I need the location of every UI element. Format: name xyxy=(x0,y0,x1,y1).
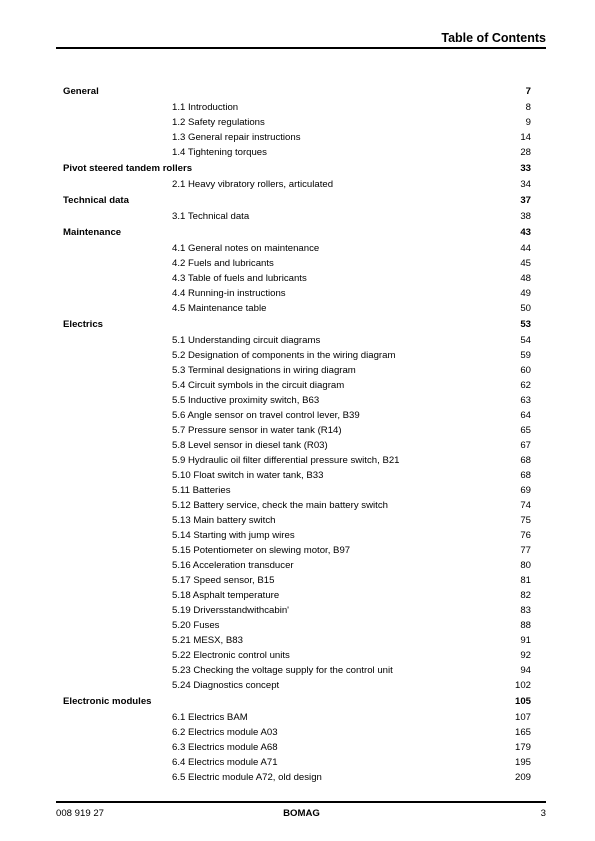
toc-entry-title: 5.19 Driversstandwithcabin' xyxy=(172,605,290,616)
toc-chapter[interactable] xyxy=(0,693,595,710)
toc-entry-page: 107 xyxy=(514,712,531,723)
toc-entry-page: 33 xyxy=(520,163,531,174)
toc-entry-page: 65 xyxy=(520,425,531,436)
toc-entry[interactable] xyxy=(0,528,595,543)
toc-entry-page: 34 xyxy=(520,179,531,190)
toc-entry[interactable] xyxy=(0,256,595,271)
toc-entry[interactable] xyxy=(0,663,595,678)
toc-entry-page: 14 xyxy=(520,132,531,143)
toc-entry-title: 6.4 Electrics module A71 xyxy=(172,757,278,768)
footer-brand: BOMAG xyxy=(283,808,320,819)
toc-entry-title: 5.7 Pressure sensor in water tank (R14) xyxy=(172,425,342,436)
toc-entry[interactable] xyxy=(0,710,595,725)
toc-entry[interactable] xyxy=(0,408,595,423)
toc-chapter[interactable] xyxy=(0,192,595,209)
toc-entry[interactable] xyxy=(0,498,595,513)
toc-entry-title: 5.22 Electronic control units xyxy=(172,650,290,661)
toc-entry-title: 5.17 Speed sensor, B15 xyxy=(172,575,275,586)
toc-entry-page: 8 xyxy=(525,102,531,113)
toc-entry-title: 6.5 Electric module A72, old design xyxy=(172,772,322,783)
toc-entry[interactable] xyxy=(0,633,595,648)
toc-entry-title: General xyxy=(63,86,99,97)
toc-chapter[interactable] xyxy=(0,316,595,333)
toc-entry-title: 5.12 Battery service, check the main battery switch xyxy=(172,500,388,511)
toc-entry-title: 6.2 Electrics module A03 xyxy=(172,727,278,738)
toc-entry[interactable] xyxy=(0,209,595,224)
toc-entry-title: 5.15 Potentiometer on slewing motor, B97 xyxy=(172,545,351,556)
toc-entry-page: 49 xyxy=(520,288,531,299)
toc-entry-page: 179 xyxy=(514,742,531,753)
toc-entry-page: 28 xyxy=(520,147,531,158)
toc-entry-title: 1.2 Safety regulations xyxy=(172,117,265,128)
page-title: Table of Contents xyxy=(441,31,546,45)
toc-entry-title: 5.8 Level sensor in diesel tank (R03) xyxy=(172,440,328,451)
toc-entry-page: 68 xyxy=(520,455,531,466)
toc-entry[interactable] xyxy=(0,725,595,740)
toc-entry-page: 9 xyxy=(525,117,531,128)
toc-entry-title: 5.10 Float switch in water tank, B33 xyxy=(172,470,324,481)
toc-entry-title: 5.11 Batteries xyxy=(172,485,231,496)
toc-entry-title: Technical data xyxy=(63,195,129,206)
toc-entry-title: 5.3 Terminal designations in wiring diagram xyxy=(172,365,356,376)
toc-entry[interactable] xyxy=(0,301,595,316)
toc-entry[interactable] xyxy=(0,453,595,468)
toc-entry[interactable] xyxy=(0,271,595,286)
toc-entry-page: 60 xyxy=(520,365,531,376)
toc-entry-page: 92 xyxy=(520,650,531,661)
toc-entry[interactable] xyxy=(0,130,595,145)
toc-entry-page: 165 xyxy=(514,727,531,738)
toc-entry-title: 6.1 Electrics BAM xyxy=(172,712,248,723)
toc-entry-title: 5.6 Angle sensor on travel control lever, B39 xyxy=(172,410,360,421)
toc-chapter[interactable] xyxy=(0,83,595,100)
toc-entry-title: 5.9 Hydraulic oil filter differential pressure switch, B21 xyxy=(172,455,400,466)
toc-entry-page: 48 xyxy=(520,273,531,284)
toc-entry[interactable] xyxy=(0,115,595,130)
toc-entry-page: 45 xyxy=(520,258,531,269)
toc-entry[interactable] xyxy=(0,648,595,663)
toc-entry-title: Maintenance xyxy=(63,227,122,238)
toc-entry-title: 5.4 Circuit symbols in the circuit diagram xyxy=(172,380,345,391)
toc-entry[interactable] xyxy=(0,363,595,378)
toc-entry-page: 105 xyxy=(514,696,531,707)
toc-entry-title: 1.3 General repair instructions xyxy=(172,132,301,143)
toc-entry-title: 5.18 Asphalt temperature xyxy=(172,590,280,601)
toc-entry-title: 2.1 Heavy vibratory rollers, articulated xyxy=(172,179,334,190)
toc-entry-title: 5.21 MESX, B83 xyxy=(172,635,243,646)
toc-entry-title: 4.1 General notes on maintenance xyxy=(172,243,320,254)
toc-entry[interactable] xyxy=(0,348,595,363)
toc-entry[interactable] xyxy=(0,438,595,453)
toc-entry-page: 54 xyxy=(520,335,531,346)
toc-entry-title: 5.23 Checking the voltage supply for the control unit xyxy=(172,665,393,676)
toc-entry-page: 94 xyxy=(520,665,531,676)
toc-entry-title: 3.1 Technical data xyxy=(172,211,250,222)
toc-entry[interactable] xyxy=(0,378,595,393)
toc-entry-title: 5.14 Starting with jump wires xyxy=(172,530,295,541)
toc-entry[interactable] xyxy=(0,468,595,483)
toc-entry-page: 88 xyxy=(520,620,531,631)
toc-entry-page: 64 xyxy=(520,410,531,421)
toc-entry[interactable] xyxy=(0,618,595,633)
toc-entry[interactable] xyxy=(0,333,595,348)
toc-entry-page: 83 xyxy=(520,605,531,616)
toc-chapter[interactable] xyxy=(0,160,595,177)
toc-entry-page: 82 xyxy=(520,590,531,601)
toc-entry[interactable] xyxy=(0,483,595,498)
toc-entry[interactable] xyxy=(0,145,595,160)
table-of-contents xyxy=(0,83,595,785)
toc-entry-page: 75 xyxy=(520,515,531,526)
toc-entry-page: 76 xyxy=(520,530,531,541)
toc-entry-page: 7 xyxy=(525,86,531,97)
toc-entry[interactable] xyxy=(0,558,595,573)
toc-entry[interactable] xyxy=(0,770,595,785)
toc-entry-page: 81 xyxy=(520,575,531,586)
toc-entry[interactable] xyxy=(0,603,595,618)
toc-entry-page: 80 xyxy=(520,560,531,571)
toc-entry-page: 59 xyxy=(520,350,531,361)
toc-entry-title: 5.16 Acceleration transducer xyxy=(172,560,294,571)
toc-chapter[interactable] xyxy=(0,224,595,241)
toc-entry-title: 5.20 Fuses xyxy=(172,620,220,631)
toc-entry[interactable] xyxy=(0,393,595,408)
toc-entry-page: 50 xyxy=(520,303,531,314)
toc-entry[interactable] xyxy=(0,755,595,770)
header-rule xyxy=(56,47,546,49)
toc-entry-page: 63 xyxy=(520,395,531,406)
toc-entry-title: 5.1 Understanding circuit diagrams xyxy=(172,335,321,346)
toc-entry-title: 1.4 Tightening torques xyxy=(172,147,267,158)
toc-entry-page: 43 xyxy=(520,227,531,238)
toc-entry[interactable] xyxy=(0,286,595,301)
toc-entry[interactable] xyxy=(0,543,595,558)
toc-entry-title: 4.4 Running-in instructions xyxy=(172,288,286,299)
toc-entry[interactable] xyxy=(0,740,595,755)
toc-entry-page: 209 xyxy=(514,772,531,783)
toc-entry-title: 4.2 Fuels and lubricants xyxy=(172,258,274,269)
toc-entry[interactable] xyxy=(0,678,595,693)
toc-entry[interactable] xyxy=(0,100,595,115)
toc-entry-title: 5.2 Designation of components in the wiring diagram xyxy=(172,350,396,361)
toc-entry-page: 37 xyxy=(520,195,531,206)
toc-entry-title: 4.5 Maintenance table xyxy=(172,303,267,314)
toc-entry-title: 4.3 Table of fuels and lubricants xyxy=(172,273,307,284)
toc-entry-title: Pivot steered tandem rollers xyxy=(63,163,193,174)
toc-entry-page: 53 xyxy=(520,319,531,330)
toc-entry-page: 38 xyxy=(520,211,531,222)
toc-entry-page: 102 xyxy=(514,680,531,691)
toc-entry[interactable] xyxy=(0,573,595,588)
toc-entry-title: 6.3 Electrics module A68 xyxy=(172,742,278,753)
toc-entry[interactable] xyxy=(0,588,595,603)
toc-entry-page: 69 xyxy=(520,485,531,496)
toc-entry-title: Electronic modules xyxy=(63,696,152,707)
toc-entry-page: 62 xyxy=(520,380,531,391)
toc-entry[interactable] xyxy=(0,241,595,256)
toc-entry-title: 5.13 Main battery switch xyxy=(172,515,276,526)
toc-entry[interactable] xyxy=(0,423,595,438)
toc-entry[interactable] xyxy=(0,513,595,528)
toc-entry-page: 91 xyxy=(520,635,531,646)
toc-entry-page: 195 xyxy=(514,757,531,768)
toc-entry-page: 44 xyxy=(520,243,531,254)
toc-entry-title: 5.24 Diagnostics concept xyxy=(172,680,280,691)
footer-page-number: 3 xyxy=(540,808,546,819)
toc-entry[interactable] xyxy=(0,177,595,192)
toc-entry-title: 1.1 Introduction xyxy=(172,102,239,113)
footer-rule xyxy=(56,801,546,803)
toc-entry-page: 77 xyxy=(520,545,531,556)
toc-entry-page: 67 xyxy=(520,440,531,451)
toc-entry-page: 68 xyxy=(520,470,531,481)
footer-doc-number: 008 919 27 xyxy=(56,808,105,819)
toc-entry-title: Electrics xyxy=(63,319,104,330)
toc-entry-page: 74 xyxy=(520,500,531,511)
toc-entry-title: 5.5 Inductive proximity switch, B63 xyxy=(172,395,320,406)
